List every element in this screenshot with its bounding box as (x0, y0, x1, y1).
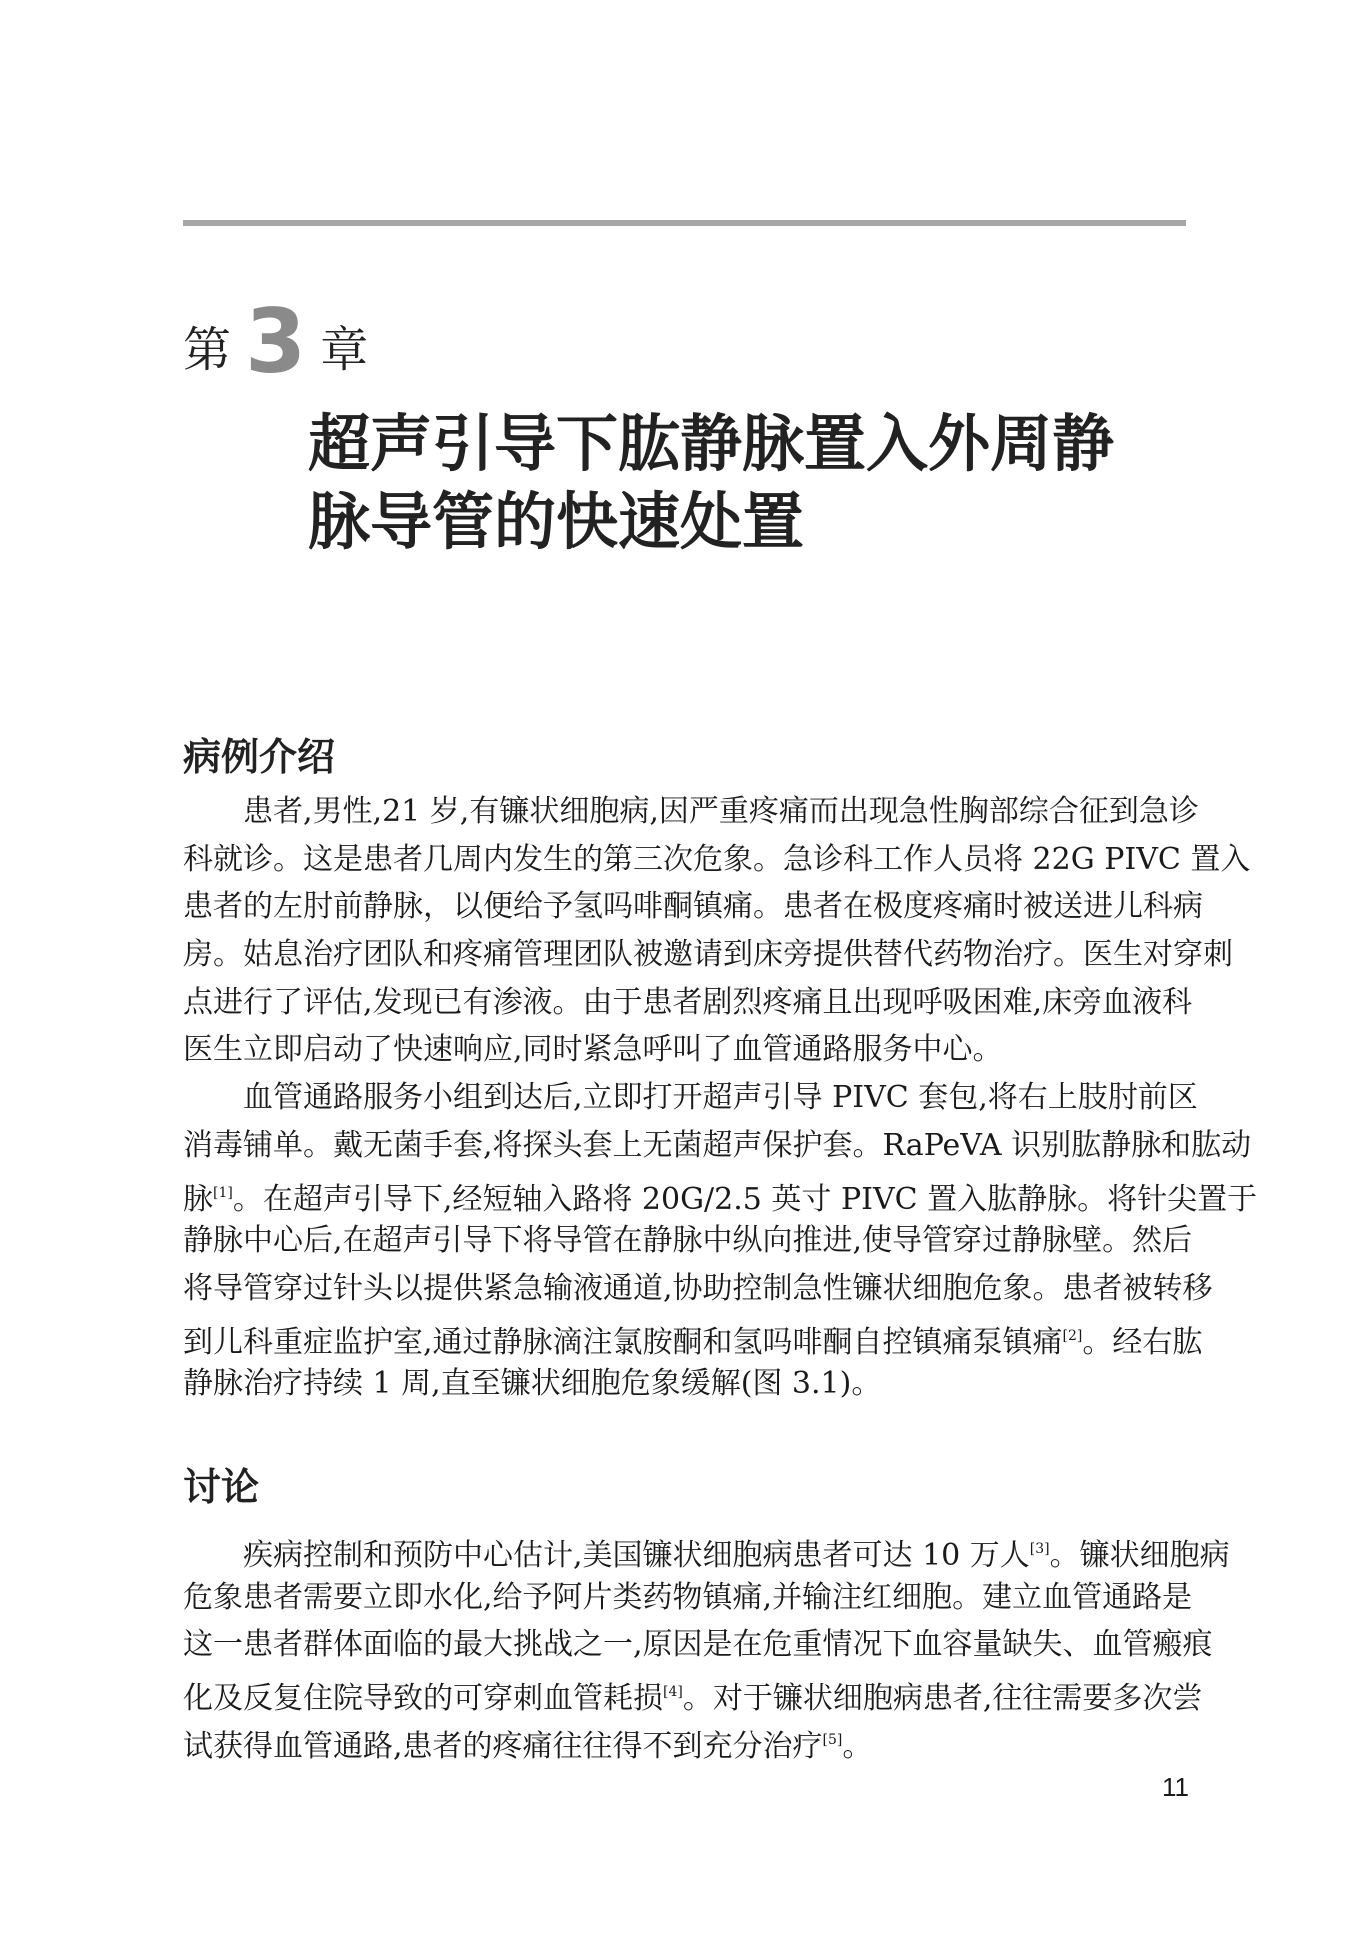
chapter-label (183, 290, 368, 393)
chapter-rule (183, 220, 1186, 226)
reference-marker: [3] (1029, 1541, 1050, 1557)
title-line: 脉导管的快速处置 (308, 485, 805, 558)
line-text: 。对于镰状细胞病患者,往往需要多次尝 (682, 1681, 1203, 1717)
text-line (183, 1265, 1213, 1313)
line-text: 疾病控制和预防中心估计,美国镰状细胞病患者可达 10 万人 (243, 1538, 1030, 1573)
section-heading: 讨论 (183, 1465, 260, 1509)
section-body (183, 788, 1258, 1408)
text-line (183, 1170, 1258, 1218)
line-text: 。镰状细胞病 (1049, 1538, 1230, 1573)
line-text: 。在超声引导下,经短轴入路将 20G/2.5 英寸 PIVC 置入肱静脉。将针尖置于 (232, 1181, 1258, 1217)
line-text: 科就诊。这是患者几周内发生的第三次危象。急诊科工作人员将 22G PIVC 置入 (183, 841, 1251, 877)
page-number: 11 (1162, 1772, 1189, 1802)
line-text: 这一患者群体面临的最大挑战之一,原因是在危重情况下血容量缺失、血管瘢痕 (183, 1627, 1213, 1663)
chapter-prefix: 第 (183, 322, 232, 378)
text-line (183, 1122, 1252, 1170)
text-line (183, 1621, 1213, 1669)
section-body (183, 1526, 1230, 1764)
line-text: 化及反复住院导致的可穿刺血管耗损 (183, 1681, 663, 1717)
text-line (183, 1360, 1186, 1408)
text-line (183, 1074, 1198, 1122)
chapter-number: 3 (245, 290, 307, 393)
line-text: 。 (842, 1728, 873, 1764)
section-heading: 病例介绍 (183, 735, 336, 779)
line-text: 静脉中心后,在超声引导下将导管在静脉中纵向推进,使导管穿过静脉壁。然后 (183, 1223, 1193, 1259)
text-line (183, 1526, 1230, 1574)
text-line (183, 1574, 1193, 1622)
line-text: 脉 (183, 1181, 213, 1217)
line-text: 医生立即启动了快速响应,同时紧急呼叫了血管通路服务中心。 (183, 1032, 1003, 1068)
text-line (183, 836, 1251, 884)
line-text: 。经右肱 (1082, 1324, 1203, 1360)
line-text: 将导管穿过针头以提供紧急输液通道,协助控制急性镰状细胞危象。患者被转移 (183, 1270, 1213, 1306)
text-line (183, 883, 1203, 931)
line-text: 到儿科重症监护室,通过静脉滴注氯胺酮和氢吗啡酮自控镇痛泵镇痛 (183, 1324, 1063, 1360)
reference-marker: [4] (663, 1684, 683, 1701)
text-line (183, 788, 1199, 836)
text-line (183, 979, 1193, 1027)
text-line (183, 1217, 1193, 1265)
text-line (183, 1717, 1186, 1765)
reference-marker: [1] (213, 1184, 233, 1201)
line-text: 消毒铺单。戴无菌手套,将探头套上无菌超声保护套。RaPeVA 识别肱静脉和肱动 (183, 1127, 1252, 1163)
text-line (183, 1669, 1203, 1717)
text-line (183, 1026, 1186, 1074)
text-line (183, 1313, 1203, 1361)
line-text: 房。姑息治疗团队和疼痛管理团队被邀请到床旁提供替代药物治疗。医生对穿刺 (183, 937, 1233, 973)
chapter-suffix: 章 (320, 322, 369, 378)
title-line: 超声引导下肱静脉置入外周静 (308, 407, 1115, 480)
line-text: 患者的左肘前静脉，以便给予氢吗啡酮镇痛。患者在极度疼痛时被送进儿科病 (183, 889, 1203, 925)
reference-marker: [2] (1062, 1327, 1083, 1344)
line-text: 点进行了评估,发现已有渗液。由于患者剧烈疼痛且出现呼吸困难,床旁血液科 (183, 984, 1193, 1020)
line-text: 患者,男性,21 岁,有镰状细胞病,因严重疼痛而出现急性胸部综合征到急诊 (243, 794, 1199, 829)
line-text: 血管通路服务小组到达后,立即打开超声引导 PIVC 套包,将右上肢肘前区 (243, 1080, 1198, 1116)
reference-marker: [5] (822, 1731, 843, 1748)
line-text: 试获得血管通路,患者的疼痛往往得不到充分治疗 (183, 1728, 823, 1764)
line-text: 危象患者需要立即水化,给予阿片类药物镇痛,并输注红细胞。建立血管通路是 (183, 1579, 1193, 1615)
chapter-title (308, 405, 1188, 561)
line-text: 静脉治疗持续 1 周,直至镰状细胞危象缓解(图 3.1)。 (183, 1366, 882, 1402)
text-line (183, 931, 1233, 979)
